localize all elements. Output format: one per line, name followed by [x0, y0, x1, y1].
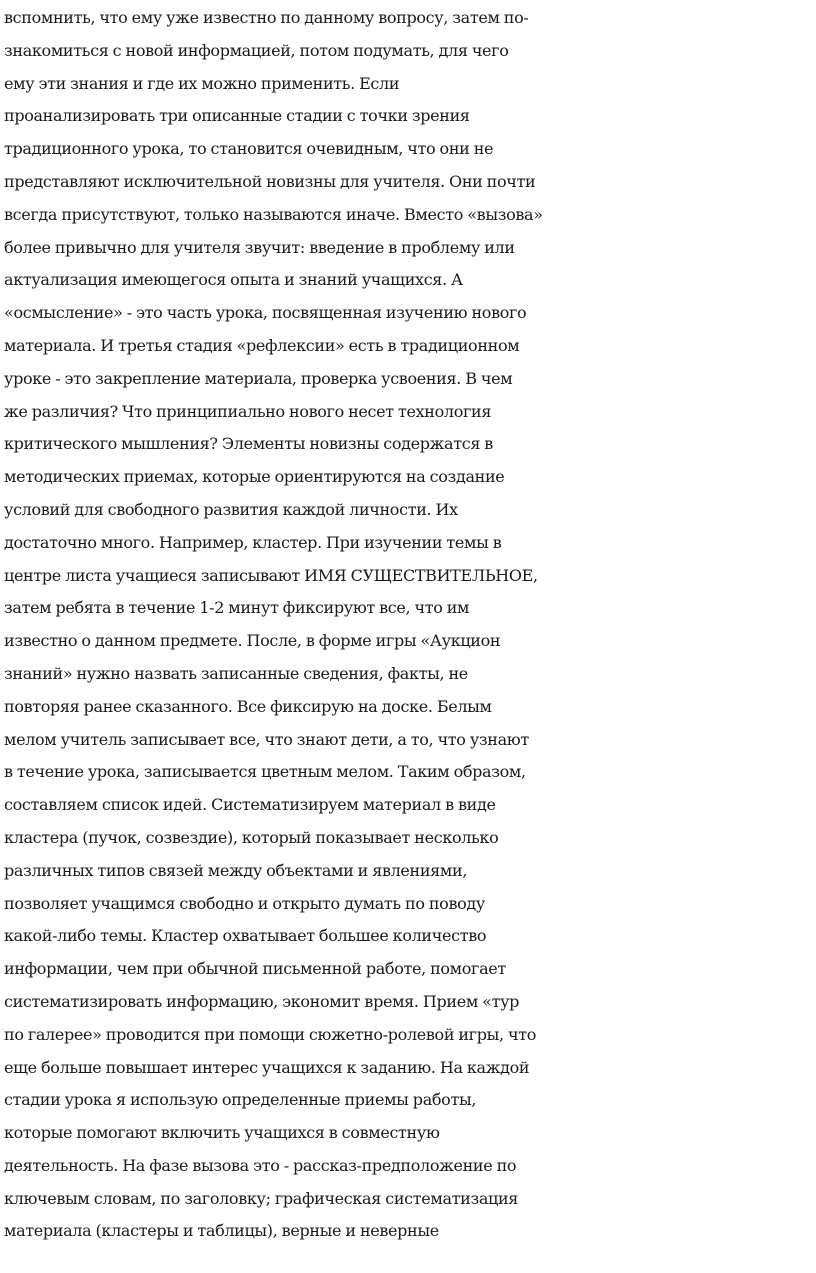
- text-line: кластера (пучок, созвездие), который показывает несколько: [4, 827, 499, 847]
- text-line: представляют исключительной новизны для учителя. Они почти: [4, 171, 536, 191]
- text-line: знаний» нужно назвать записанные сведения, факты, не: [4, 663, 468, 683]
- text-line: знакомиться с новой информацией, потом подумать, для чего: [4, 40, 509, 60]
- text-line: систематизировать информацию, экономит время. Прием «тур: [4, 991, 520, 1011]
- text-line: критического мышления? Элементы новизны содержатся в: [4, 434, 493, 454]
- text-line: «осмысление» - это часть урока, посвященная изучению нового: [4, 303, 527, 323]
- text-line: уроке - это закрепление материала, проверка усвоения. В чем: [4, 368, 513, 388]
- text-line: стадии урока я использую определенные приемы работы,: [4, 1090, 477, 1110]
- text-line: затем ребята в течение 1-2 минут фиксируют все, что им: [4, 598, 470, 618]
- text-line: же различия? Что принципиально нового несет технология: [4, 401, 492, 421]
- text-line: какой-либо темы. Кластер охватывает большее количество: [4, 926, 487, 946]
- text-line: информации, чем при обычной письменной работе, помогает: [4, 959, 506, 979]
- text-line: традиционного урока, то становится очевидным, что они не: [4, 139, 494, 159]
- text-line: ему эти знания и где их можно применить. Если: [4, 73, 400, 93]
- text-line: методических приемах, которые ориентируются на создание: [4, 467, 505, 487]
- text-line: достаточно много. Например, кластер. При изучении темы в: [4, 532, 502, 552]
- text-line: материала. И третья стадия «рефлексии» есть в традиционном: [4, 335, 520, 355]
- text-line: более привычно для учителя звучит: введение в проблему или: [4, 237, 515, 257]
- text-line: позволяет учащимся свободно и открыто думать по поводу: [4, 893, 485, 913]
- text-line: актуализация имеющегося опыта и знаний учащихся. А: [4, 270, 463, 290]
- text-line: повторяя ранее сказанного. Все фиксирую на доске. Белым: [4, 696, 492, 716]
- text-line: известно о данном предмете. После, в форме игры «Аукцион: [4, 631, 501, 651]
- text-line: составляем список идей. Систематизируем материал в виде: [4, 795, 496, 815]
- text-line: в течение урока, записывается цветным мелом. Таким образом,: [4, 762, 526, 782]
- text-line: проанализировать три описанные стадии с точки зрения: [4, 106, 470, 126]
- text-line: ключевым словам, по заголовку; графическая систематизация: [4, 1188, 519, 1208]
- body-text: [4, 2, 816, 1248]
- text-line: деятельность. На фазе вызова это - рассказ-предположение по: [4, 1155, 517, 1175]
- text-line: мелом учитель записывает все, что знают дети, а то, что узнают: [4, 729, 529, 749]
- text-line: вспомнить, что ему уже известно по данному вопросу, затем по-: [4, 8, 529, 27]
- text-line: которые помогают включить учащихся в совместную: [4, 1123, 440, 1143]
- text-line: всегда присутствуют, только называются иначе. Вместо «вызова»: [4, 204, 543, 224]
- text-line: еще больше повышает интерес учащихся к заданию. На каждой: [4, 1057, 530, 1077]
- text-line: условий для свободного развития каждой личности. Их: [4, 499, 458, 519]
- text-line: центре листа учащиеся записывают ИМЯ СУЩЕСТВИТЕЛЬНОЕ,: [4, 565, 538, 585]
- text-line: по галерее» проводится при помощи сюжетно-ролевой игры, что: [4, 1024, 536, 1044]
- text-line: материала (кластеры и таблицы), верные и неверные: [4, 1221, 439, 1241]
- text-line: различных типов связей между объектами и явлениями,: [4, 860, 468, 880]
